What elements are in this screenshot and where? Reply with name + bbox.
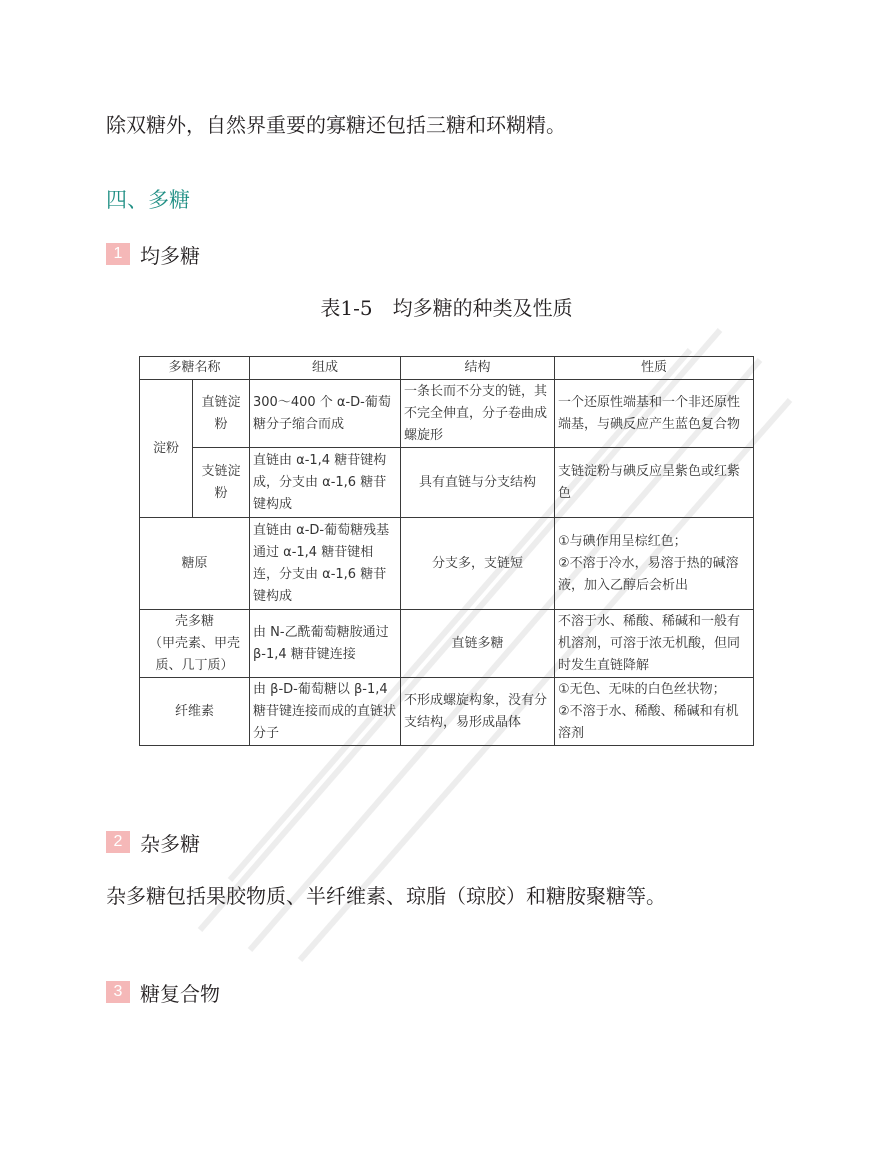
- subheading-homopolysaccharide: [106, 241, 200, 267]
- amylose-composition: 300～400 个 α-D-葡萄糖分子缩合而成: [250, 380, 401, 448]
- header-name: 多糖名称: [140, 357, 250, 380]
- cellulose-name: 纤维素: [140, 678, 250, 746]
- chitin-composition: 由 N-乙酰葡萄糖胺通过 β-1,4 糖苷键连接: [250, 610, 401, 678]
- table-row: [140, 380, 754, 448]
- cellulose-property-1: ①无色、无味的白色丝状物；: [558, 681, 726, 697]
- table-header-row: [140, 357, 754, 380]
- table-row: [140, 610, 754, 678]
- chitin-properties: 不溶于水、稀酸、稀碱和一般有机溶剂，可溶于浓无机酸，但同时发生直链降解: [555, 610, 754, 678]
- amylopectin-properties: 支链淀粉与碘反应呈紫色或红紫色: [555, 448, 754, 518]
- number-badge: 2: [106, 831, 130, 853]
- cellulose-composition: 由 β-D-葡萄糖以 β-1,4 糖苷键连接而成的直链状分子: [250, 678, 401, 746]
- chitin-structure: 直链多糖: [401, 610, 555, 678]
- header-composition: 组成: [250, 357, 401, 380]
- intro-paragraph: 除双糖外，自然界重要的寡糖还包括三糖和环糊精。: [106, 113, 566, 137]
- starch-cell: 淀粉: [140, 380, 193, 518]
- chitin-name: [140, 610, 250, 678]
- header-structure: 结构: [401, 357, 555, 380]
- chitin-name-main: 壳多糖: [175, 613, 215, 629]
- header-properties: 性质: [555, 357, 754, 380]
- glycogen-property-2: ②不溶于冷水，易溶于热的碱溶液，加入乙醇后会析出: [558, 555, 739, 593]
- subheading-heteropolysaccharide: [106, 829, 200, 855]
- cellulose-property-2: ②不溶于水、稀酸、稀碱和有机溶剂: [558, 703, 739, 741]
- cellulose-properties: [555, 678, 754, 746]
- table-row: [140, 448, 754, 518]
- subheading-glycoconjugate: [106, 979, 220, 1005]
- subheading-title: 糖复合物: [140, 981, 220, 1006]
- amylopectin-composition: 直链由 α-1,4 糖苷键构成，分支由 α-1,6 糖苷键构成: [250, 448, 401, 518]
- glycogen-properties: [555, 518, 754, 610]
- number-badge: 3: [106, 981, 130, 1003]
- section-heading-polysaccharide: 四、多糖: [106, 188, 190, 212]
- cellulose-structure: 不形成螺旋构象，没有分支结构，易形成晶体: [401, 678, 555, 746]
- glycogen-structure: 分支多，支链短: [401, 518, 555, 610]
- number-badge: 1: [106, 243, 130, 265]
- glycogen-property-1: ①与碘作用呈棕红色；: [558, 533, 687, 549]
- glycogen-name: 糖原: [140, 518, 250, 610]
- amylose-name: 直链淀粉: [193, 380, 250, 448]
- subheading-title: 杂多糖: [140, 831, 200, 856]
- glycogen-composition: 直链由 α-D-葡萄糖残基通过 α-1,4 糖苷键相连，分支由 α-1,6 糖苷键构成: [250, 518, 401, 610]
- table-caption: 表1-5 均多糖的种类及性质: [320, 296, 573, 320]
- subheading-title: 均多糖: [140, 243, 200, 268]
- amylopectin-structure: 具有直链与分支结构: [401, 448, 555, 518]
- table-row: [140, 518, 754, 610]
- chitin-name-alias: （甲壳素、甲壳质、几丁质）: [149, 635, 241, 673]
- table-row: [140, 678, 754, 746]
- amylose-structure: 一条长而不分支的链，其不完全伸直，分子卷曲成螺旋形: [401, 380, 555, 448]
- polysaccharide-table: [139, 356, 754, 746]
- amylose-properties: 一个还原性端基和一个非还原性端基，与碘反应产生蓝色复合物: [555, 380, 754, 448]
- hetero-paragraph: 杂多糖包括果胶物质、半纤维素、琼脂（琼胶）和糖胺聚糖等。: [106, 884, 666, 908]
- amylopectin-name: 支链淀粉: [193, 448, 250, 518]
